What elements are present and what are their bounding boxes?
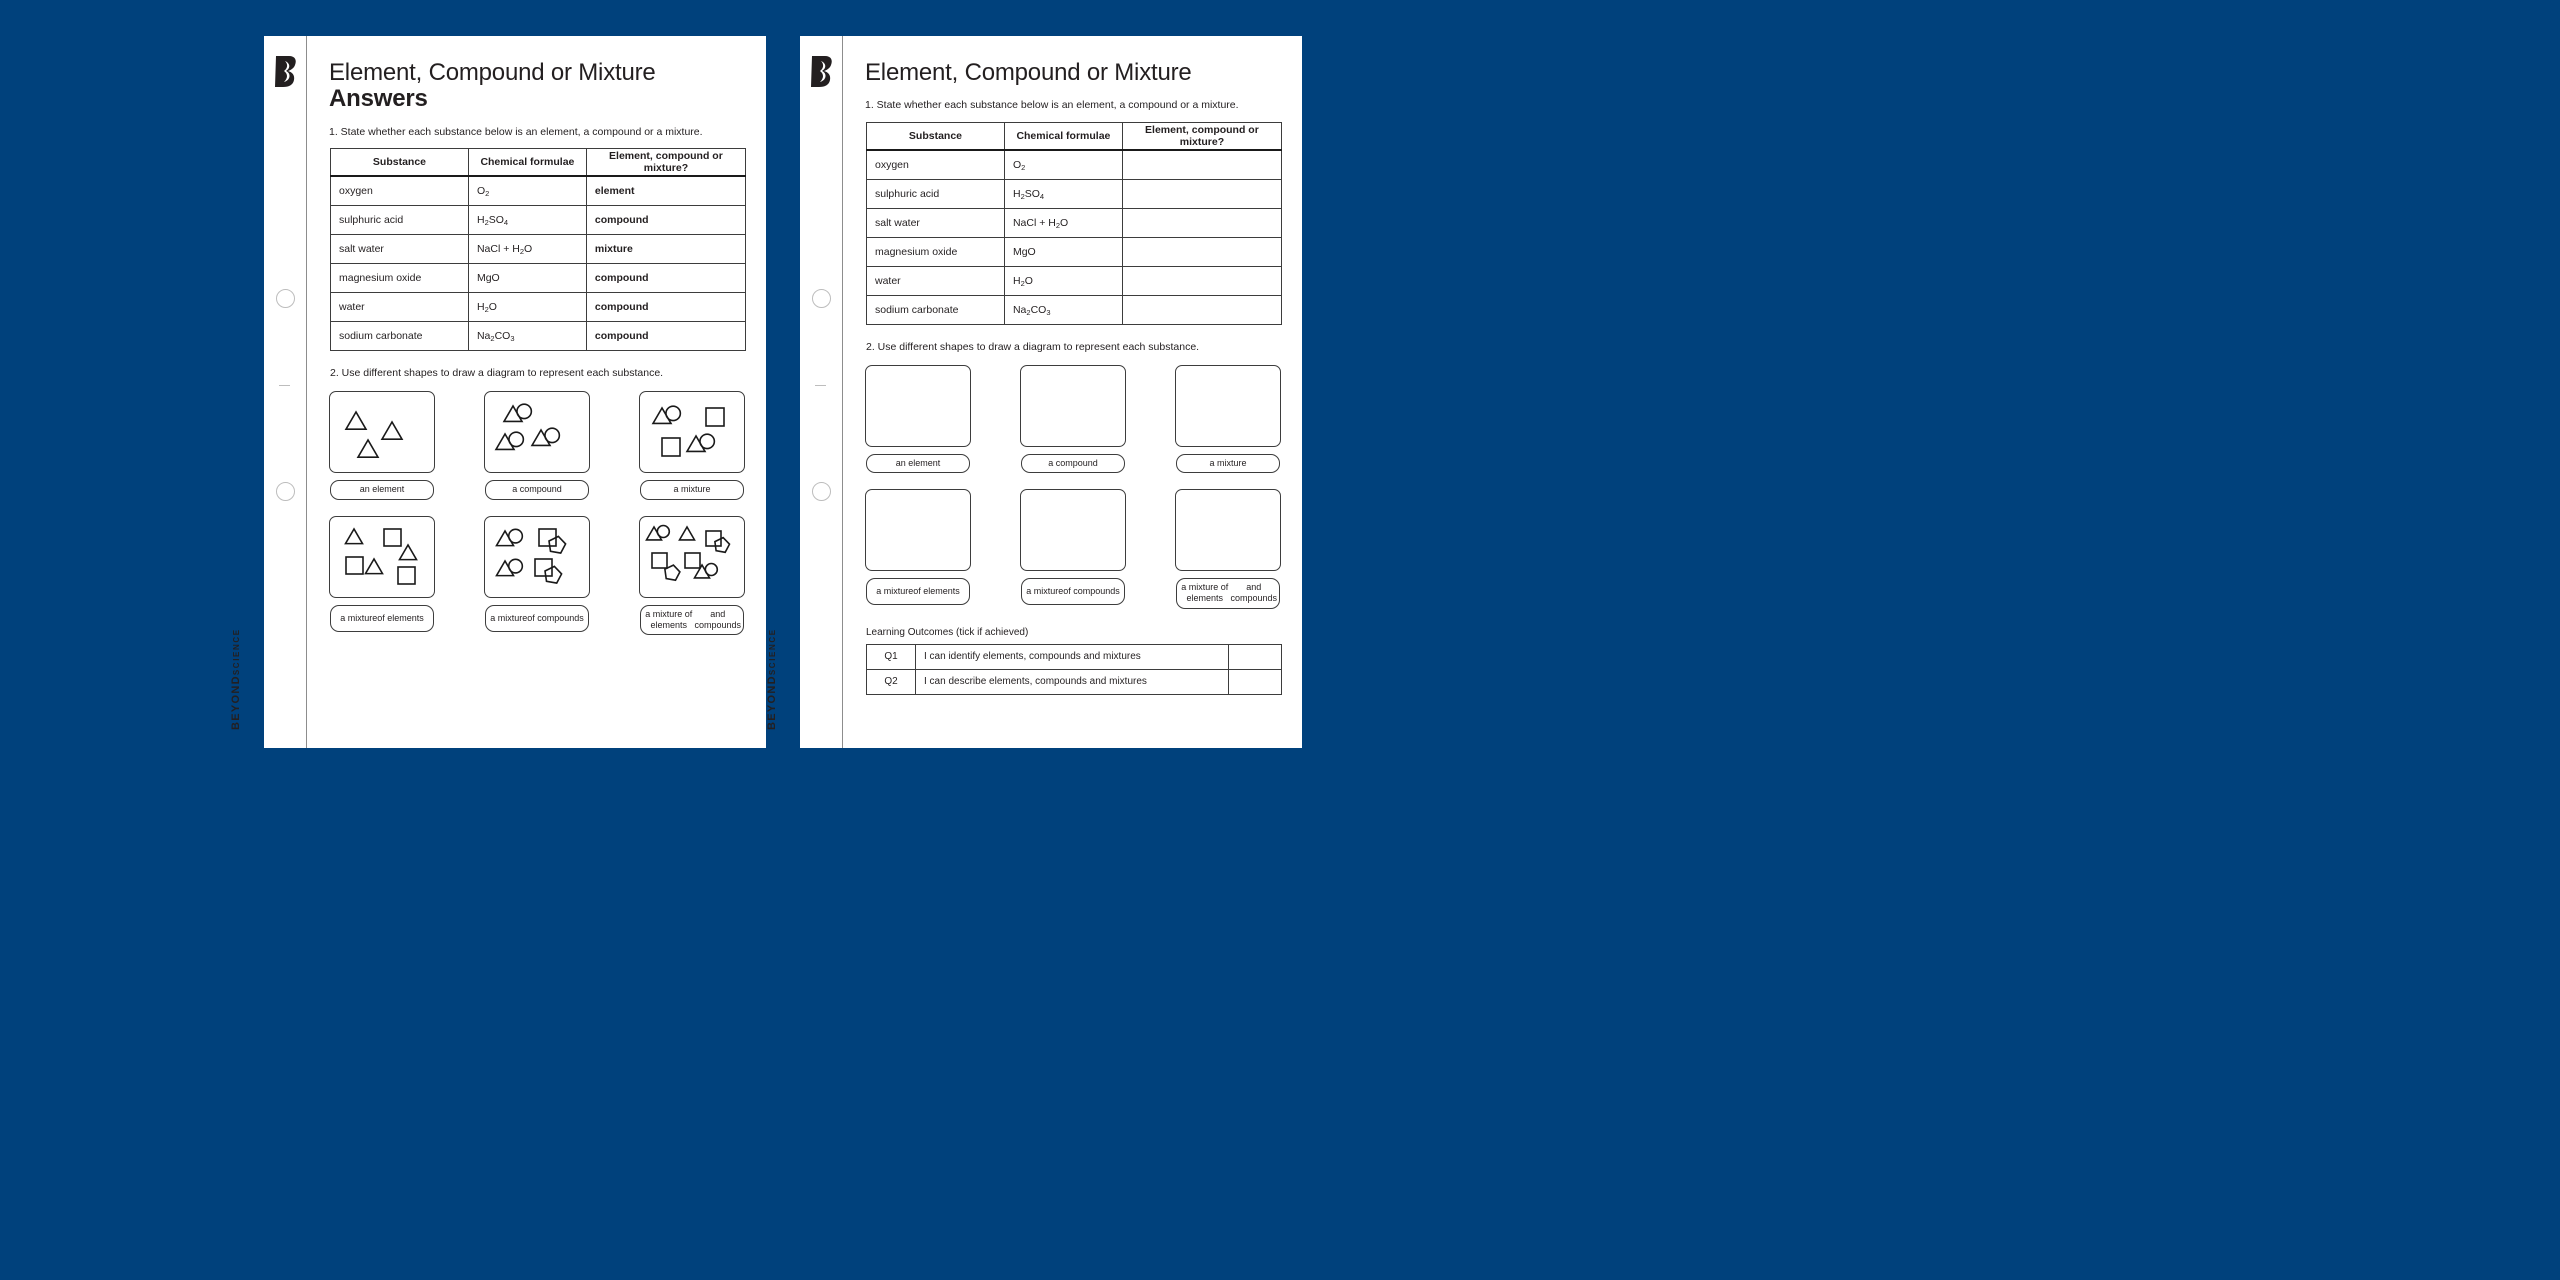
cell-answer-blank[interactable] [1122,295,1281,324]
diagram-cell-mixture [640,391,744,499]
header-substance: Substance [867,122,1005,150]
cell-formula: $Na_2CO_3$ [468,322,586,351]
table-row [331,176,746,206]
cell-answer: compound [586,206,745,235]
diagram-cell-mixture-elem-comp [1176,489,1280,609]
cell-formula: $H_2O$ [468,293,586,322]
header-classification: Element, compound or mixture? [586,149,745,177]
table-row [867,237,1282,266]
draw-area-mixture-elem-comp[interactable] [639,516,745,598]
question-2-prompt: 2. Use different shapes to draw a diagram to represent each substance. [330,367,664,380]
worksheet-page [766,36,1302,748]
shape-diagram-two-tri-circle-two-sq-pent [485,517,589,597]
cell-answer: compound [586,322,745,351]
learning-outcomes-table [866,644,1282,695]
beyond-b-logo-icon [272,54,298,88]
diagram-caption-element: an element [866,454,970,473]
cell-substance: sulphuric acid [867,179,1005,208]
question-1-prompt: 1. State whether each substance below is an element, a compound or a mixture. [865,99,1239,112]
table-head [867,122,1282,150]
diagram-caption-mixture-elem-comp: a mixture of elements and compounds [640,605,744,636]
cell-substance: oxygen [867,150,1005,180]
cell-substance: magnesium oxide [331,264,469,293]
draw-area-mixture[interactable] [1175,365,1281,447]
table-row [331,264,746,293]
page-margin-strip [230,36,307,748]
diagram-caption-mixture: a mixture [640,480,744,499]
cell-substance: salt water [867,208,1005,237]
hole-punch-bottom-icon [276,482,295,501]
brand-vertical-label [230,628,242,730]
page-title [329,60,746,113]
diagram-grid-row1-blank [866,365,1282,473]
header-formula: Chemical formulae [468,149,586,177]
beyond-b-logo-icon [808,54,834,88]
table-row [867,266,1282,295]
cell-answer: compound [586,293,745,322]
page-title-main: Element, Compound or Mixture [329,59,656,86]
diagram-cell-mixture-compounds [485,516,589,636]
page-title-main: Element, Compound or Mixture [865,59,1192,86]
diagram-cell-element [866,365,970,473]
cell-substance: oxygen [331,176,469,206]
shape-diagram-three-triangle-circle-pairs [485,392,589,472]
diagram-caption-compound: a compound [485,480,589,499]
hole-punch-top-icon [276,289,295,308]
cell-formula: $O_2$ [468,176,586,206]
brand-sub: SCIENCE [768,628,777,676]
diagram-cell-element [330,391,434,499]
table-body-blank [867,150,1282,325]
cell-answer-blank[interactable] [1122,150,1281,180]
draw-area-compound[interactable] [1020,365,1126,447]
cell-answer-blank[interactable] [1122,266,1281,295]
learning-outcome-text: I can identify elements, compounds and mixtures [916,644,1229,669]
diagram-caption-mixture-compounds: a mixture of compounds [1021,578,1125,605]
shape-diagram-two-pairs-two-squares [640,392,744,472]
fold-mark-icon [815,385,826,386]
draw-area-mixture-compounds[interactable] [484,516,590,598]
draw-area-mixture-elements[interactable] [865,489,971,571]
cell-answer: compound [586,264,745,293]
page-title [865,60,1282,86]
question-1-prompt: 1. State whether each substance below is an element, a compound or a mixture. [329,125,703,138]
page-margin-strip [766,36,843,748]
learning-outcomes-body [867,644,1282,694]
cell-formula: MgO [1004,237,1122,266]
header-formula: Chemical formulae [1004,122,1122,150]
table-row [867,295,1282,324]
learning-outcome-row [867,669,1282,694]
diagram-cell-mixture-elements [330,516,434,636]
learning-outcome-tick-box[interactable] [1229,669,1282,694]
diagram-cell-mixture [1176,365,1280,473]
cell-formula: NaCl + $H_2O$ [1004,208,1122,237]
header-classification: Element, compound or mixture? [1122,122,1281,150]
table-row [867,208,1282,237]
table-body-answers [331,176,746,351]
table-row [867,179,1282,208]
page-title-answers: Answers [329,85,428,113]
shape-diagram-three-triangles-three-squares [330,517,434,597]
diagram-caption-mixture-compounds: a mixture of compounds [485,605,589,632]
cell-formula: $Na_2CO_3$ [1004,295,1122,324]
cell-formula: $O_2$ [1004,150,1122,180]
brand-name: BEYOND [230,675,242,730]
draw-area-mixture[interactable] [639,391,745,473]
diagram-cell-mixture-elem-comp [640,516,744,636]
diagram-caption-element: an element [330,480,434,499]
diagram-grid-row2-blank [866,489,1282,609]
cell-formula: NaCl + $H_2O$ [468,235,586,264]
table-row [331,206,746,235]
cell-formula: $H_2SO_4$ [1004,179,1122,208]
learning-outcome-text: I can describe elements, compounds and mixtures [916,669,1229,694]
cell-substance: water [867,266,1005,295]
fold-mark-icon [279,385,290,386]
cell-substance: salt water [331,235,469,264]
hole-punch-top-icon [812,289,831,308]
diagram-cell-compound [485,391,589,499]
shape-diagram-mixed-seven [640,517,744,597]
learning-outcome-id: Q1 [867,644,916,669]
table-header-row [331,149,746,177]
cell-substance: magnesium oxide [867,237,1005,266]
substance-table-answers [330,148,746,351]
cell-formula: MgO [468,264,586,293]
draw-area-mixture-elements[interactable] [329,516,435,598]
cell-answer: element [586,176,745,206]
draw-area-element[interactable] [865,365,971,447]
draw-area-element[interactable] [329,391,435,473]
draw-area-mixture-compounds[interactable] [1020,489,1126,571]
table-row [331,293,746,322]
draw-area-compound[interactable] [484,391,590,473]
cell-substance: sodium carbonate [331,322,469,351]
cell-substance: sodium carbonate [867,295,1005,324]
table-head [331,149,746,177]
cell-formula: $H_2SO_4$ [468,206,586,235]
diagram-cell-compound [1021,365,1125,473]
cell-answer-blank[interactable] [1122,179,1281,208]
answer-sheet-page [230,36,766,748]
hole-punch-bottom-icon [812,482,831,501]
substance-table-blank [866,122,1282,325]
diagram-grid-row2-answers [330,516,746,636]
question-2-prompt: 2. Use different shapes to draw a diagram to represent each substance. [866,340,1200,353]
header-substance: Substance [331,149,469,177]
page-content-right [843,36,1306,748]
table-row [331,322,746,351]
diagram-caption-mixture: a mixture [1176,454,1280,473]
diagram-grid-row1-answers [330,391,746,499]
learning-outcome-row [867,644,1282,669]
table-row [331,235,746,264]
cell-substance: sulphuric acid [331,206,469,235]
diagram-caption-compound: a compound [1021,454,1125,473]
page-content-left [307,36,770,748]
diagram-caption-mixture-elements: a mixture of elements [866,578,970,605]
table-row [867,150,1282,180]
learning-outcome-id: Q2 [867,669,916,694]
shape-diagram-three-triangles [330,392,434,472]
brand-sub: SCIENCE [232,628,241,676]
brand-name: BEYOND [766,675,778,730]
learning-outcomes-heading: Learning Outcomes (tick if achieved) [866,626,1029,638]
cell-answer-blank[interactable] [1122,237,1281,266]
diagram-cell-mixture-compounds [1021,489,1125,609]
cell-answer-blank[interactable] [1122,208,1281,237]
cell-formula: $H_2O$ [1004,266,1122,295]
cell-answer: mixture [586,235,745,264]
table-header-row [867,122,1282,150]
draw-area-mixture-elem-comp[interactable] [1175,489,1281,571]
cell-substance: water [331,293,469,322]
learning-outcome-tick-box[interactable] [1229,644,1282,669]
diagram-caption-mixture-elem-comp: a mixture of elements and compounds [1176,578,1280,609]
brand-vertical-label [766,628,778,730]
diagram-cell-mixture-elements [866,489,970,609]
diagram-caption-mixture-elements: a mixture of elements [330,605,434,632]
